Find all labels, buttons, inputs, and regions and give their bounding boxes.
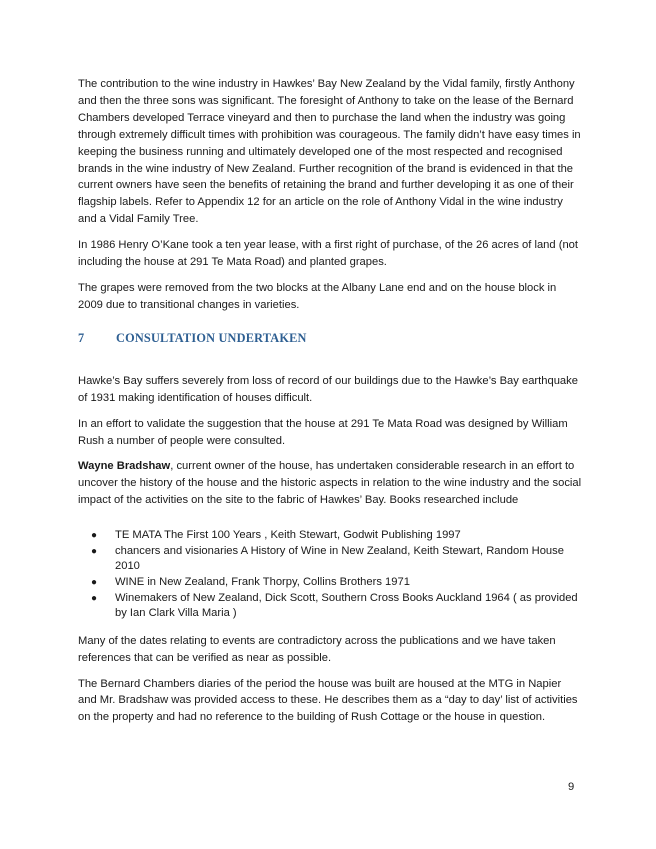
paragraph-grapes-removed: The grapes were removed from the two blocks at the Albany Lane end and on the house block in 2009 due to transitional changes in varieties.	[78, 281, 557, 311]
paragraph-dates-contradictory: Many of the dates relating to events are contradictory across the publications and we have taken references that can be verified as near as possible.	[78, 634, 556, 664]
page-number: 9	[568, 781, 575, 793]
list-item	[78, 591, 582, 622]
bullet-icon: ●	[91, 545, 98, 557]
paragraph-earthquake: Hawke’s Bay suffers severely from loss of record of our buildings due to the Hawke’s Bay earthquake of 1931 making identification of houses difficult.	[78, 374, 578, 404]
books-list	[78, 528, 582, 622]
paragraph-chambers-diaries: The Bernard Chambers diaries of the period the house was built are housed at the MTG in Napier and Mr. Bradshaw was provided access to these. He describes them as a “day to day’ list of activities on the property and had no reference to the building of Rush Cottage or the house in question.	[78, 677, 578, 724]
paragraph-validate-suggestion: In an effort to validate the suggestion that the house at 291 Te Mata Road was designed by William Rush a number of people were consulted.	[78, 417, 568, 447]
list-item	[78, 528, 582, 544]
paragraph-wayne-bradshaw	[78, 458, 582, 509]
section-number: 7	[78, 330, 85, 345]
page-content	[78, 76, 582, 735]
paragraph-okane-lease: In 1986 Henry O’Kane took a ten year lease, with a first right of purchase, of the 26 acres of land (not including the house at 291 Te Mata Road) and planted grapes.	[78, 239, 578, 269]
book-title: chancers and visionaries A History of Wine in New Zealand, Keith Stewart, Random House 2010	[115, 544, 564, 573]
section-heading	[78, 331, 582, 346]
bullet-icon: ●	[91, 592, 98, 604]
paragraph-bradshaw-text: , current owner of the house, has undertaken considerable research in an effort to uncover the history of the house and the historic aspects in relation to the wine industry and the social impact of the activities on the site to the fabric of Hawkes’ Bay. Books researched include	[78, 460, 582, 507]
list-item	[78, 575, 582, 591]
book-title: TE MATA The First 100 Years , Keith Stewart, Godwit Publishing 1997	[115, 529, 461, 542]
paragraph-vidal-family: The contribution to the wine industry in Hawkes’ Bay New Zealand by the Vidal family, firstly Anthony and then the three sons was significant. The foresight of Anthony to take on the lease of the Bernard Chambers developed Terrace vineyard and then to purchase the land when the industry was going through extremely difficult times with prohibition was courageous. The family didn’t have easy times in keeping the business running and ultimately developed one of the most respected and recognised brands in the wine industry of New Zealand. Further recognition of the brand is evidenced in that the current owners have seen the benefits of retaining the brand and further developing it as one of their flagship labels. Refer to Appendix 12 for an article on the role of Anthony Vidal in the wine industry and a Vidal Family Tree.	[78, 78, 581, 226]
bullet-icon: ●	[91, 576, 98, 588]
bullet-icon: ●	[91, 530, 98, 542]
book-title: WINE in New Zealand, Frank Thorpy, Collins Brothers 1971	[115, 575, 410, 588]
section-title: CONSULTATION UNDERTAKEN	[116, 330, 307, 345]
person-name: Wayne Bradshaw	[78, 460, 171, 473]
book-title: Winemakers of New Zealand, Dick Scott, Southern Cross Books Auckland 1964 ( as provided by Ian Clark Villa Maria )	[115, 591, 578, 620]
list-item	[78, 544, 582, 575]
